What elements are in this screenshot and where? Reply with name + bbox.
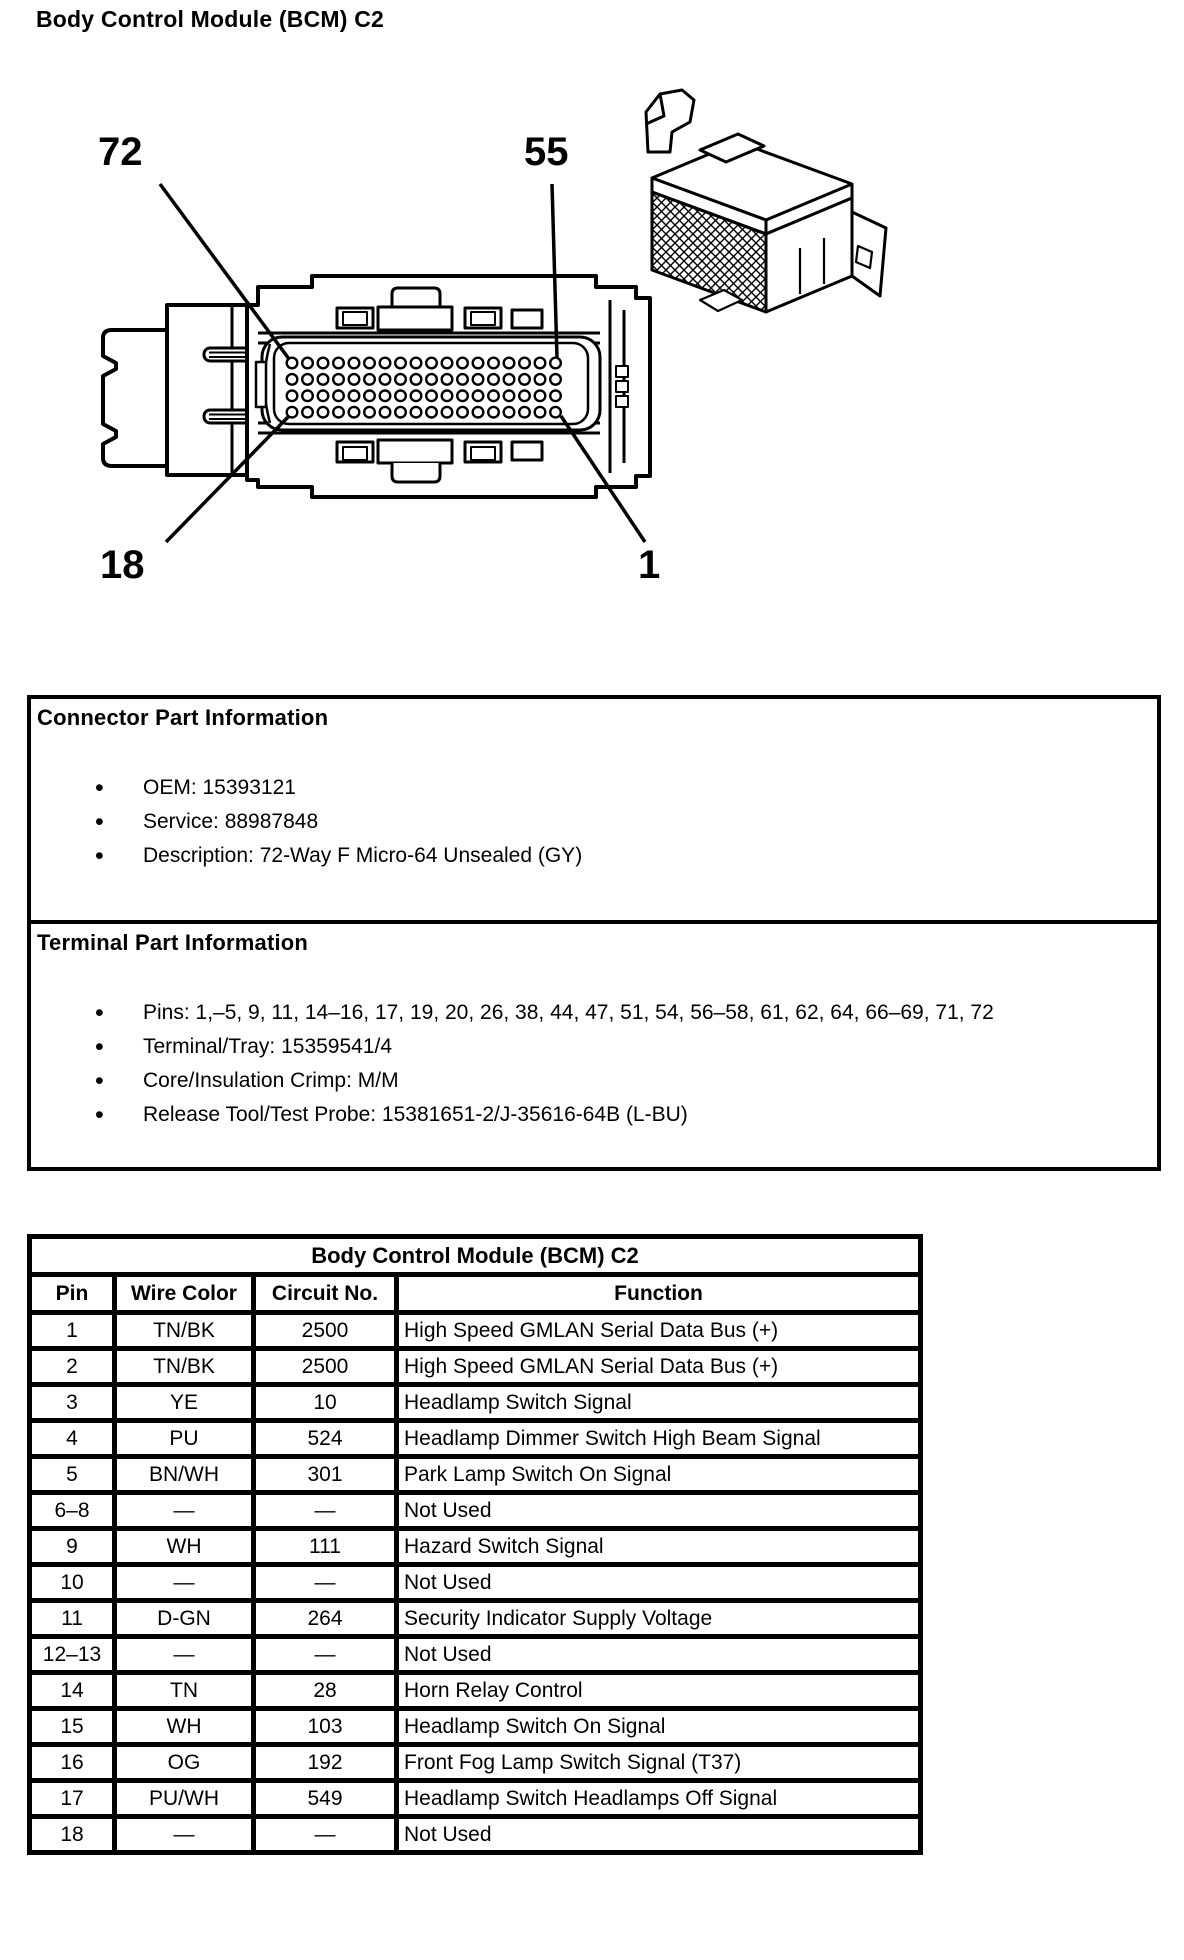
table-cell: 16: [30, 1745, 115, 1781]
left-mount-plate: [103, 330, 167, 466]
pin-label-18: 18: [100, 543, 145, 587]
mount-bracket: [167, 305, 247, 475]
table-cell: 103: [254, 1709, 397, 1745]
pin-label-72: 72: [98, 130, 143, 174]
table-cell: 18: [30, 1817, 115, 1853]
table-cell: —: [115, 1493, 254, 1529]
table-cell: Headlamp Switch On Signal: [397, 1709, 921, 1745]
part-information-box: [27, 695, 1161, 1171]
table-cell: 17: [30, 1781, 115, 1817]
table-row: [30, 1817, 921, 1853]
table-cell: D-GN: [115, 1601, 254, 1637]
table-row: [30, 1313, 921, 1349]
table-cell: 111: [254, 1529, 397, 1565]
table-cell: Park Lamp Switch On Signal: [397, 1457, 921, 1493]
table-cell: —: [254, 1493, 397, 1529]
table-cell: PU/WH: [115, 1781, 254, 1817]
table-cell: 28: [254, 1673, 397, 1709]
table-cell: 549: [254, 1781, 397, 1817]
table-cell: —: [115, 1637, 254, 1673]
pinout-table-body: [30, 1313, 921, 1853]
table-cell: Not Used: [397, 1817, 921, 1853]
connector-part-info-title: Connector Part Information: [37, 705, 329, 730]
table-row: [30, 1349, 921, 1385]
pinout-table-title-row: [30, 1237, 921, 1275]
column-header-pin: Pin: [30, 1275, 115, 1313]
table-cell: 15: [30, 1709, 115, 1745]
table-cell: 10: [254, 1385, 397, 1421]
terminal-info-item: • Pins: 1,–5, 9, 11, 14–16, 17, 19, 20, 26, 38, 44, 47, 51, 54, 56–58, 61, 62, 64, 66–69, 71, 72: [93, 996, 1151, 1030]
terminal-part-info-title: Terminal Part Information: [37, 930, 309, 955]
pin-label-55: 55: [524, 130, 569, 174]
page-title: Body Control Module (BCM) C2: [36, 6, 385, 32]
table-cell: 192: [254, 1745, 397, 1781]
table-cell: Security Indicator Supply Voltage: [397, 1601, 921, 1637]
table-cell: 11: [30, 1601, 115, 1637]
terminal-part-info-section: [31, 920, 1157, 1167]
connector-info-item: • Description: 72-Way F Micro-64 Unsealed (GY): [93, 839, 1151, 873]
table-cell: TN/BK: [115, 1349, 254, 1385]
table-cell: —: [115, 1817, 254, 1853]
table-cell: Hazard Switch Signal: [397, 1529, 921, 1565]
column-header-wire-color: Wire Color: [115, 1275, 254, 1313]
terminal-info-item: • Terminal/Tray: 15359541/4: [93, 1030, 1151, 1064]
column-header-function: Function: [397, 1275, 921, 1313]
table-cell: TN/BK: [115, 1313, 254, 1349]
table-cell: High Speed GMLAN Serial Data Bus (+): [397, 1313, 921, 1349]
pin-label-1: 1: [638, 543, 661, 587]
table-row: [30, 1781, 921, 1817]
table-cell: 3: [30, 1385, 115, 1421]
terminal-info-item: • Release Tool/Test Probe: 15381651-2/J-35616-64B (L-BU): [93, 1098, 1151, 1132]
pinout-table: [27, 1234, 923, 1855]
table-cell: 12–13: [30, 1637, 115, 1673]
column-header-circuit-no: Circuit No.: [254, 1275, 397, 1313]
table-cell: OG: [115, 1745, 254, 1781]
table-cell: Headlamp Switch Signal: [397, 1385, 921, 1421]
table-cell: Not Used: [397, 1565, 921, 1601]
table-row: [30, 1529, 921, 1565]
table-row: [30, 1601, 921, 1637]
table-row: [30, 1385, 921, 1421]
table-row: [30, 1673, 921, 1709]
table-cell: YE: [115, 1385, 254, 1421]
table-cell: Not Used: [397, 1493, 921, 1529]
table-cell: High Speed GMLAN Serial Data Bus (+): [397, 1349, 921, 1385]
table-cell: Headlamp Dimmer Switch High Beam Signal: [397, 1421, 921, 1457]
connector-info-item: • Service: 88987848: [93, 805, 1151, 839]
leader-72: [160, 184, 289, 359]
table-cell: 524: [254, 1421, 397, 1457]
table-cell: —: [115, 1565, 254, 1601]
table-cell: 264: [254, 1601, 397, 1637]
table-cell: 4: [30, 1421, 115, 1457]
table-row: [30, 1565, 921, 1601]
table-cell: —: [254, 1565, 397, 1601]
table-cell: TN: [115, 1673, 254, 1709]
table-cell: 5: [30, 1457, 115, 1493]
table-cell: Horn Relay Control: [397, 1673, 921, 1709]
terminal-part-info-list: [93, 996, 1151, 1132]
table-cell: 2500: [254, 1349, 397, 1385]
table-cell: 6–8: [30, 1493, 115, 1529]
table-cell: 10: [30, 1565, 115, 1601]
table-cell: 1: [30, 1313, 115, 1349]
table-row: [30, 1637, 921, 1673]
connector-3d-view: [646, 90, 886, 312]
table-cell: WH: [115, 1709, 254, 1745]
table-row: [30, 1493, 921, 1529]
table-cell: —: [254, 1637, 397, 1673]
connector-face-view: [103, 276, 650, 497]
table-cell: Not Used: [397, 1637, 921, 1673]
table-cell: —: [254, 1817, 397, 1853]
table-cell: 2500: [254, 1313, 397, 1349]
table-row: [30, 1421, 921, 1457]
pinout-table-title: Body Control Module (BCM) C2: [30, 1237, 921, 1275]
connector-part-info-list: [93, 771, 1151, 873]
connector-part-info-section: [31, 699, 1157, 920]
table-cell: 301: [254, 1457, 397, 1493]
connector-info-item: • OEM: 15393121: [93, 771, 1151, 805]
connector-figure: [0, 0, 1184, 660]
table-cell: Front Fog Lamp Switch Signal (T37): [397, 1745, 921, 1781]
table-row: [30, 1457, 921, 1493]
table-cell: BN/WH: [115, 1457, 254, 1493]
table-cell: 9: [30, 1529, 115, 1565]
table-row: [30, 1709, 921, 1745]
table-row: [30, 1745, 921, 1781]
pinout-table-header-row: [30, 1275, 921, 1313]
table-cell: 14: [30, 1673, 115, 1709]
terminal-info-item: • Core/Insulation Crimp: M/M: [93, 1064, 1151, 1098]
table-cell: WH: [115, 1529, 254, 1565]
table-cell: Headlamp Switch Headlamps Off Signal: [397, 1781, 921, 1817]
table-cell: 2: [30, 1349, 115, 1385]
table-cell: PU: [115, 1421, 254, 1457]
